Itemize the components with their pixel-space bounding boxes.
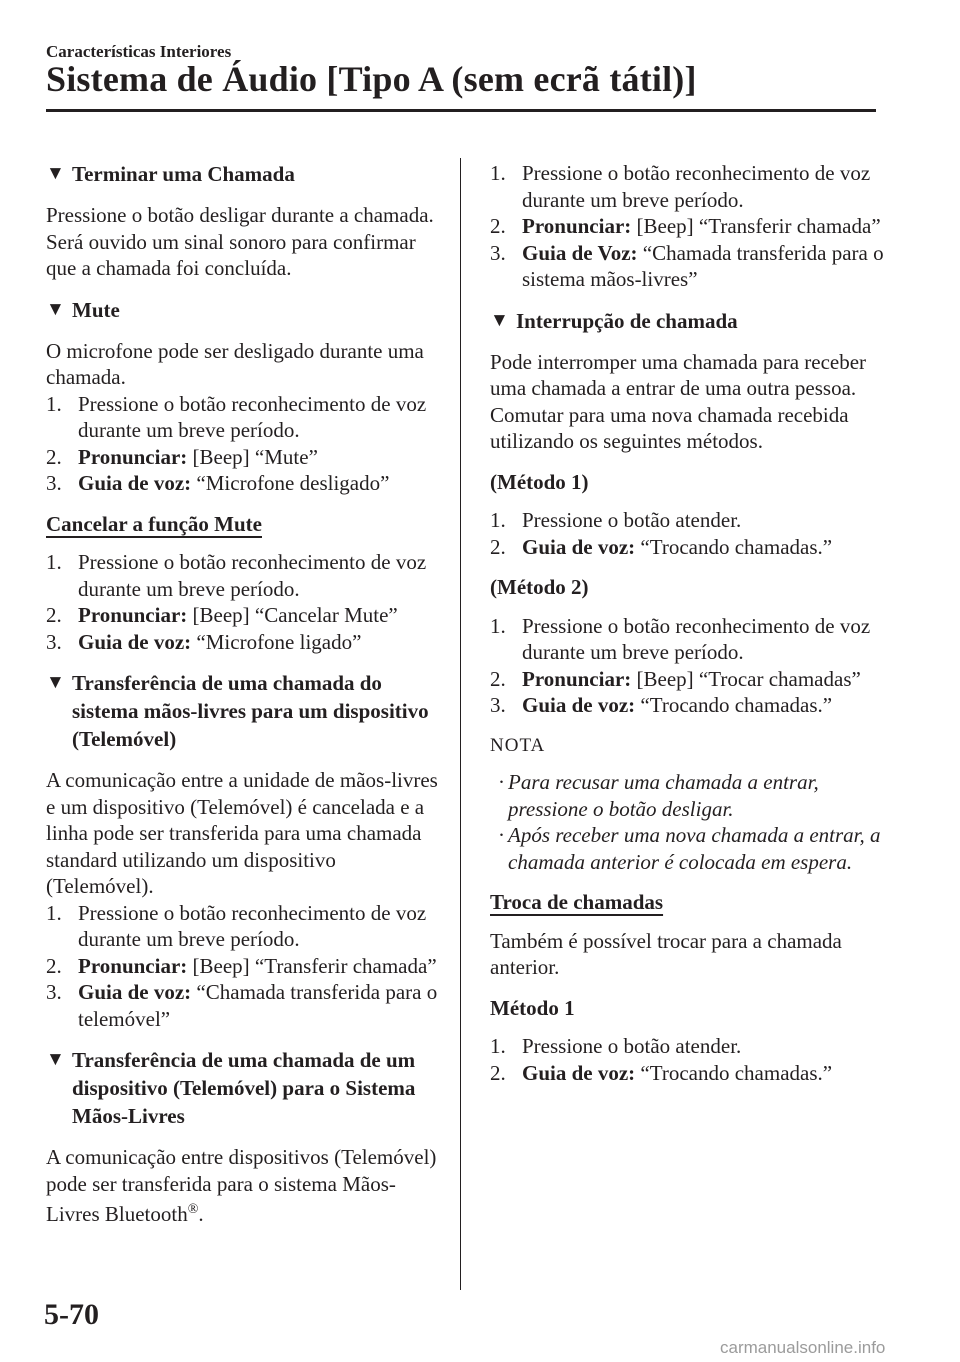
watermark: carmanualsonline.info (720, 1338, 886, 1357)
list-item: 2. Guia de voz: “Trocando chamadas.” (490, 1060, 833, 1085)
steps-list (46, 391, 441, 497)
subheading-cancelar-mute: Cancelar a função Mute (46, 511, 262, 536)
list-item: 1. Pressione o botão atender. (490, 1034, 742, 1058)
list-item: 2. Pronunciar: [Beep] “Transferir chamada” (490, 214, 881, 238)
heading-transfer-to-handsfree: ▼ Transferência de uma chamada de um dispositivo (Telemóvel) para o Sistema Mãos-Livres (46, 1048, 416, 1128)
paragraph: Pressione o botão desligar durante a chamada. Será ouvido um sinal sonoro para confirmar que a chamada foi concluída. (46, 203, 434, 280)
heading-mute: ▼ Mute (46, 297, 120, 322)
paragraph: A comunicação entre dispositivos (Telemóvel) pode ser transferida para o sistema Mãos-Livres Bluetooth®. (46, 1145, 437, 1226)
note-item: · Para recusar uma chamada a entrar, pressione o botão desligar. (498, 770, 819, 821)
triangle-icon: ▼ (490, 309, 509, 331)
paragraph: Pode interromper uma chamada para receber uma chamada a entrar de uma outra pessoa. (490, 349, 867, 400)
list-item: 1. Pressione o botão atender. (490, 508, 742, 532)
bullet-icon: · (498, 770, 505, 794)
list-item: 1. Pressione o botão reconhecimento de voz durante um breve período. (46, 391, 427, 442)
subheading-troca: Troca de chamadas (490, 890, 664, 914)
heading-terminar: ▼ Terminar uma Chamada (46, 162, 295, 186)
section-label: Características Interiores (46, 42, 232, 61)
list-item: 2. Pronunciar: [Beep] “Transferir chamada” (46, 953, 437, 978)
steps-list (490, 613, 885, 719)
notes-list (490, 769, 885, 875)
paragraph: A comunicação entre a unidade de mãos-livres e um dispositivo (Telemóvel) é cancelada e a linha pode ser transferida para uma chamada standard utilizando um dispositivo (Telemóvel). (46, 768, 438, 898)
list-item: 3. Guia de voz: “Microfone ligado” (46, 629, 362, 654)
steps-list (490, 1033, 885, 1086)
paragraph: Também é possível trocar para a chamada anterior. (490, 928, 842, 979)
steps-list (46, 900, 441, 1033)
triangle-icon: ▼ (46, 672, 65, 693)
title-rule (46, 109, 876, 112)
bullet-icon: · (498, 823, 505, 847)
list-item: 3. Guia de Voz: “Chamada transferida para o sistema mãos-livres” (490, 240, 884, 291)
note-heading: NOTA (490, 734, 546, 756)
list-item: 3. Guia de voz: “Microfone desligado” (46, 471, 390, 495)
list-item: 2. Pronunciar: [Beep] “Cancelar Mute” (46, 603, 398, 627)
list-item: 1. Pressione o botão reconhecimento de voz durante um breve período. (46, 900, 427, 951)
page-title: Sistema de Áudio [Tipo A (sem ecrã tátil)] (46, 59, 697, 99)
page-number: 5-70 (44, 1298, 99, 1331)
triangle-icon: ▼ (46, 298, 65, 320)
list-item: 1. Pressione o botão reconhecimento de voz durante um breve período. (46, 550, 427, 601)
note-item: · Após receber uma nova chamada a entrar, a chamada anterior é colocada em espera. (498, 823, 881, 874)
method-label: Método 1 (490, 995, 575, 1020)
column-divider (460, 158, 461, 1290)
left-column (46, 160, 441, 1242)
list-item: 2. Guia de voz: “Trocando chamadas.” (490, 534, 833, 559)
list-item: 2. Pronunciar: [Beep] “Trocar chamadas” (490, 666, 861, 691)
paragraph: O microfone pode ser desligado durante uma chamada. (46, 338, 424, 389)
triangle-icon: ▼ (46, 163, 65, 184)
list-item: 1. Pressione o botão reconhecimento de voz durante um breve período. (490, 613, 871, 664)
steps-list (490, 160, 885, 293)
method-label: (Método 1) (490, 469, 589, 494)
triangle-icon: ▼ (46, 1049, 65, 1070)
list-item: 2. Pronunciar: [Beep] “Mute” (46, 444, 318, 469)
paragraph: Comutar para uma nova chamada recebida utilizando os seguintes métodos. (490, 402, 849, 453)
heading-transfer-to-phone: ▼ Transferência de uma chamada do sistema mãos-livres para um dispositivo (Telemóvel) (46, 671, 429, 751)
heading-interrupcao: ▼ Interrupção de chamada (490, 308, 738, 333)
steps-list (490, 507, 885, 560)
method-label: (Método 2) (490, 575, 589, 599)
list-item: 3. Guia de voz: “Chamada transferida para o telemóvel” (46, 980, 438, 1031)
steps-list (46, 549, 441, 655)
right-column (490, 160, 885, 1100)
list-item: 3. Guia de voz: “Trocando chamadas.” (490, 693, 833, 717)
list-item: 1. Pressione o botão reconhecimento de voz durante um breve período. (490, 161, 871, 212)
